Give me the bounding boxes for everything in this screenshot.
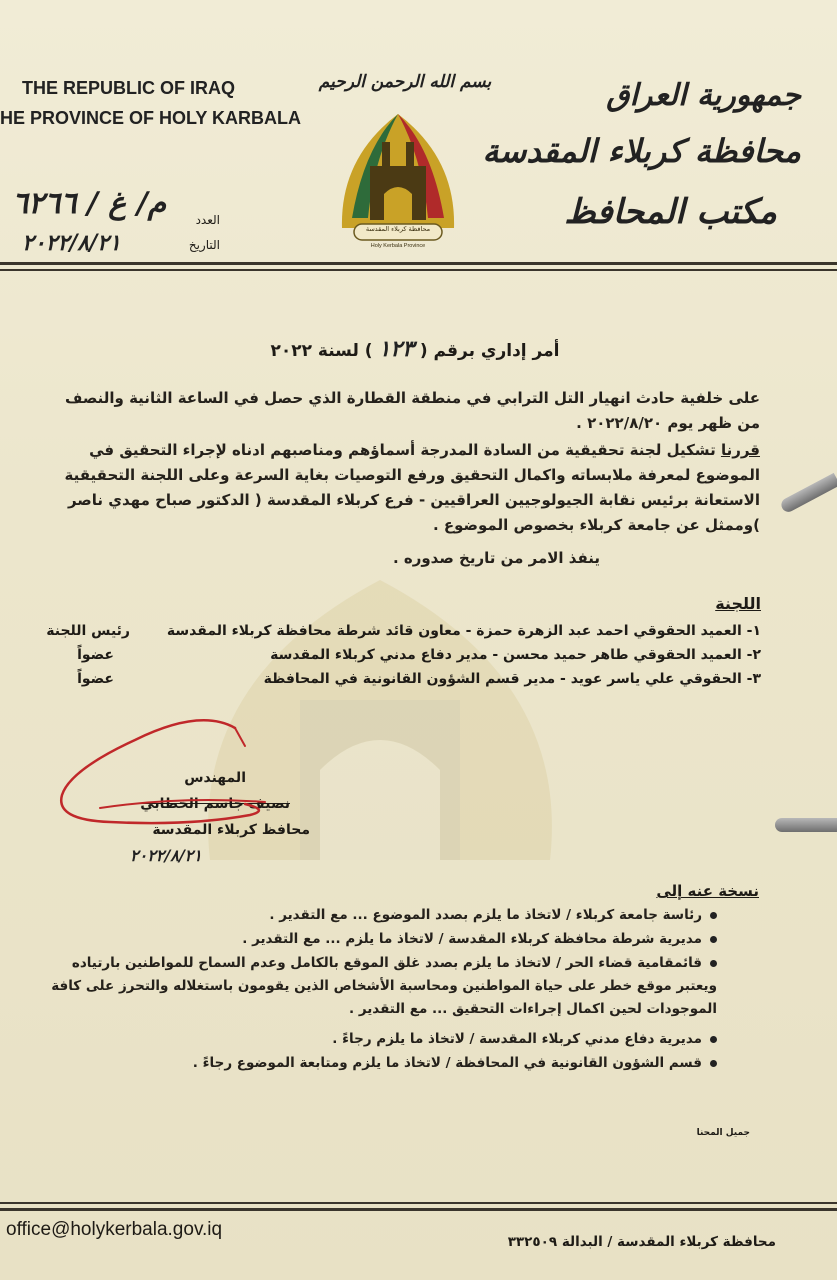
copy-item-5: قسم الشؤون القانونية في المحافظة / لاتخاذ ما يلزم ومتابعة الموضوع رجاءً . <box>27 1052 717 1074</box>
handwritten-signature-icon <box>40 700 280 840</box>
binder-clip-bottom <box>775 818 837 832</box>
header-rule <box>0 262 837 265</box>
footer-rule <box>0 1208 837 1211</box>
header-ar-line2: محافظة كربلاء المقدسة <box>482 132 801 170</box>
committee-role-2: عضواً <box>77 647 114 663</box>
header-en-line1: THE REPUBLIC OF IRAQ <box>22 78 236 98</box>
signature-name: نصيف جاسم الخطابي <box>140 796 290 812</box>
footer-address: محافظة كربلاء المقدسة / البدالة ٣٣٢٥٠٩ <box>507 1234 776 1250</box>
effective-clause: ينفذ الامر من تاريخ صدوره . <box>392 549 600 567</box>
committee-member-1: ١- العميد الحقوقي احمد عبد الزهرة حمزة - معاون قائد شرطة محافظة كربلاء المقدسة <box>166 623 761 639</box>
header-en-line2: HE PROVINCE OF HOLY KARBALA <box>0 108 302 128</box>
footer-rule-thin <box>0 1202 837 1204</box>
date-value: ٢٠٢٢/٨/٢١ <box>22 230 121 256</box>
paragraph-background: على خلفية حادث انهيار التل الترابي في منطقة القطارة الذي حصل في الساعة الثانية والنصف من ظهر يوم ٢٠٢٢/٨/٢٠ . <box>65 389 760 432</box>
bullet-icon <box>710 1036 717 1043</box>
reference-number-value: م/ غ / ٦٢٦٦ <box>12 186 167 221</box>
bullet-icon <box>710 960 717 967</box>
decision-lead: قررنا <box>720 441 760 459</box>
header-ar-line1: جمهورية العراق <box>606 78 801 113</box>
logo-caption: محافظة كربلاء المقدسة <box>365 225 431 233</box>
province-logo-icon <box>332 108 464 256</box>
typist-initials: جميل المحنا <box>696 1128 750 1138</box>
reference-number-label: العدد <box>195 213 220 227</box>
basmala: بسم الله الرحمن الرحيم <box>318 72 492 92</box>
copy-item-4: مديرية دفاع مدني كربلاء المقدسة / لاتخاذ ما يلزم رجاءً . <box>27 1028 717 1050</box>
copy-item-3: قائمقامية قضاء الحر / لاتخاذ ما يلزم بصدد غلق الموقع بالكامل وعدم السماح للمواطنين بارتياده ويعتبر موقع خطر على حياة المواطنين ومحاسبة الأشخاص الذين يقومون باستغلاله والتحرز على كافة الموجودات لحين اكمال إجراءات التحقيق ... مع التقدير . <box>51 955 717 1017</box>
signature-position: محافظ كربلاء المقدسة <box>152 822 310 838</box>
order-title: أمر إداري برقم ( ١٢٣ ) لسنة ٢٠٢٢ <box>270 336 560 362</box>
bullet-icon <box>710 912 717 919</box>
date-label: التاريخ <box>188 238 220 252</box>
paragraph-decision: قررنا تشكيل لجنة تحقيقية من السادة المدرجة أسماؤهم ومناصبهم ادناه لإجراء التحقيق في الموضوع لمعرفة ملابساته واكمال التحقيق ورفع التوصيات بغاية السرعة وعلى اللجنة التحقيقية الاستعانة برئيس نقابة الجيولوجيين العراقيين - فرع كربلاء المقدسة ( الدكتور صباح مهدي ناصر )وممثل عن جامعة كربلاء بخصوص الموضوع . <box>64 441 760 534</box>
signature-date: ٢٠٢٢/٨/٢١ <box>130 846 202 865</box>
committee-role-3: عضواً <box>77 671 114 687</box>
committee-member-2: ٢- العميد الحقوقي طاهر حميد محسن - مدير دفاع مدني كربلاء المقدسة <box>270 647 761 663</box>
signature-title: المهندس <box>184 770 246 786</box>
committee-role-1: رئيس اللجنة <box>46 623 130 639</box>
order-number: ١٢٣ <box>378 336 414 362</box>
logo-caption-en: Holy Kerbala Province <box>370 243 426 249</box>
binder-clip-top <box>779 473 837 514</box>
copies-heading: نسخة عنه إلى <box>656 882 759 900</box>
footer-email: office@holykerbala.gov.iq <box>6 1219 223 1240</box>
committee-heading: اللجنة <box>715 594 761 613</box>
header-rule-thin <box>0 269 837 271</box>
bullet-icon <box>710 936 717 943</box>
bullet-icon <box>710 1060 717 1067</box>
copy-item-1: رئاسة جامعة كربلاء / لاتخاذ ما يلزم بصدد الموضوع ... مع التقدير . <box>27 904 717 926</box>
copy-item-2: مديرية شرطة محافظة كربلاء المقدسة / لاتخاذ ما يلزم ... مع التقدير . <box>27 928 717 950</box>
committee-member-3: ٣- الحقوقي علي ياسر عويد - مدير قسم الشؤون القانونية في المحافظة <box>263 671 761 687</box>
header-ar-line3: مكتب المحافظ <box>564 192 777 232</box>
